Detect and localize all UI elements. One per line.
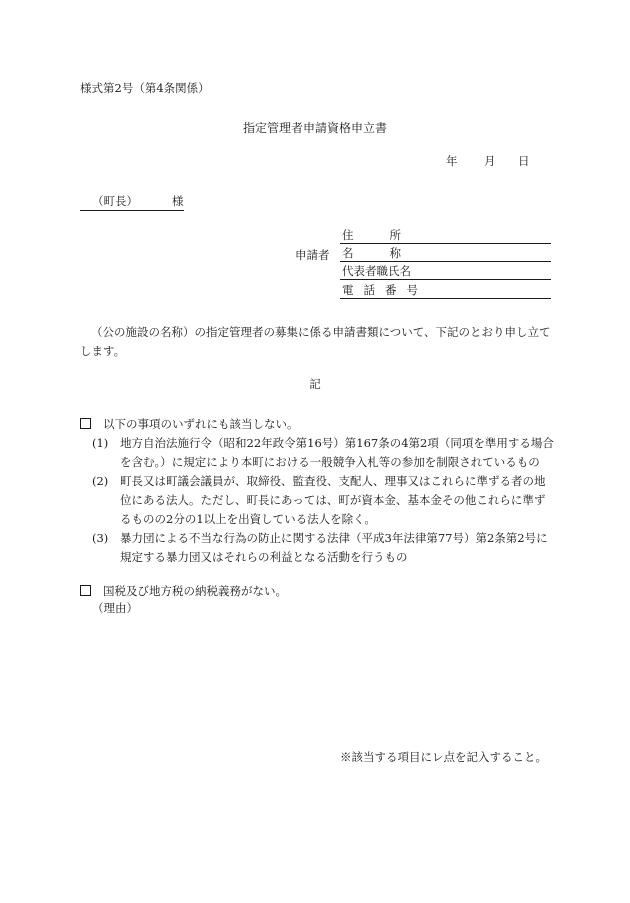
checkbox-2-label: 国税及び地方税の納税義務がない。 xyxy=(103,584,287,598)
applicant-address-field xyxy=(340,230,551,244)
footnote: ※該当する項目にレ点を記入すること。 xyxy=(340,750,547,764)
list-item-number: (2) xyxy=(92,474,109,488)
body-paragraph: （公の施設の名称）の指定管理者の募集に係る申請書類について、下記のとおり申し立てします。 xyxy=(80,325,551,358)
applicant-address-label: 住所 xyxy=(342,228,437,242)
list-item xyxy=(92,434,554,472)
applicant-name-field xyxy=(340,248,551,262)
list-item xyxy=(92,529,554,567)
date-month-label: 月 xyxy=(484,154,496,168)
list-item-number: (1) xyxy=(92,436,109,450)
date-year-label: 年 xyxy=(446,154,458,168)
checkbox-2[interactable] xyxy=(80,585,91,596)
list-item-text: 町長又は町議会議員が、取締役、監査役、支配人、理事又はこれらに準ずる者の地位にある法人。ただし、町長にあっては、町が資本金、基本金その他これらに準ずるものの2分の1以上を出資している法人を除く。 xyxy=(120,474,546,526)
ki-heading: 記 xyxy=(309,377,321,391)
addressee-suffix: 様 xyxy=(172,194,184,208)
addressee-title: （町長） xyxy=(92,194,138,208)
list-item-number: (3) xyxy=(92,531,109,545)
applicant-phone-label: 電話番号 xyxy=(342,283,428,297)
addressee-line xyxy=(80,196,184,211)
date-day-label: 日 xyxy=(518,154,530,168)
applicant-phone-field xyxy=(340,285,551,299)
checkbox-1[interactable] xyxy=(80,418,91,429)
checkbox-item-2[interactable] xyxy=(80,585,287,598)
list-item xyxy=(92,472,554,529)
checkbox-item-1[interactable] xyxy=(80,418,299,431)
applicant-representative-field xyxy=(340,266,551,280)
document-title: 指定管理者申請資格申立書 xyxy=(242,121,387,135)
applicant-name-label: 名称 xyxy=(342,246,437,260)
reason-label: （理由） xyxy=(92,601,138,615)
list-item-text: 地方自治法施行令（昭和22年政令第16号）第167条の4第2項（同項を準用する場合を含む。）に規定により本町における一般競争入札等の参加を制限されているもの xyxy=(120,436,554,469)
checkbox-1-label: 以下の事項のいずれにも該当しない。 xyxy=(103,417,299,431)
list-item-text: 暴力団による不当な行為の防止に関する法律（平成3年法律第77号）第2条第2号に規定する暴力団又はそれらの利益となる活動を行うもの xyxy=(120,531,548,564)
applicant-label: 申請者 xyxy=(295,248,330,262)
applicant-representative-label: 代表者職氏名 xyxy=(342,264,411,278)
form-number: 様式第2号（第4条関係） xyxy=(80,81,210,95)
